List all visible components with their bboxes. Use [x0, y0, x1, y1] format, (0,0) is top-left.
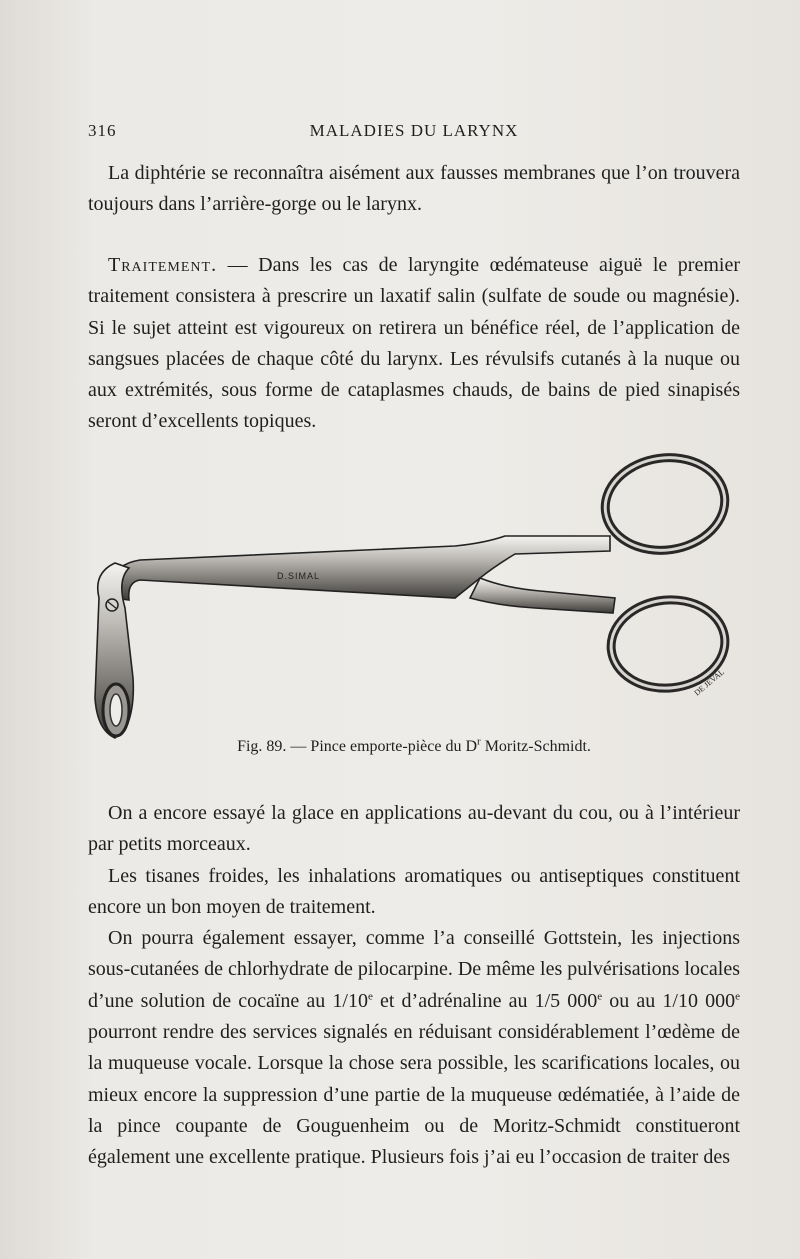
running-header	[88, 121, 740, 145]
paragraph-treatment	[88, 250, 740, 438]
paragraph-diphtheria: La diphtérie se reconnaîtra aisément aux fausses membranes que l’on trouvera toujours dans l’arrière-gorge ou le larynx.	[88, 162, 740, 216]
section-heading: Traitement.	[108, 254, 218, 276]
upper-finger-ring	[599, 450, 731, 558]
treatment-section	[88, 250, 740, 438]
paragraph-ice: On a encore essayé la glace en applications au-devant du cou, ou à l’intérieur par petits morceaux.	[88, 802, 740, 856]
engraved-maker-mark: D.SIMAL	[277, 571, 321, 581]
running-title: MALADIES DU LARYNX	[309, 121, 519, 140]
intro-paragraph-block	[88, 158, 740, 221]
figure-caption: Fig. 89. — Pince emporte-pièce du $D^r$ Moritz-Schmidt.	[237, 735, 591, 755]
paragraph-injections: On pourra également essayer, comme l’a conseillé Gottstein, les injections sous-cutanées de chlorhydrate de pilocarpine. De même les pulvérisations locales d’une solution de cocaïne au 1/10e et d’adrénaline au 1/5 000e ou au 1/10 000e pourront rendre des services signalés en réduisant considérablement l’œdème de la muqueuse vocale. Lorsque la chose sera possible, les scarifications locales, ou mieux encore la suppression d’une partie de la muqueuse œdématiée, à l’aide de la pince coupante de Gouguenheim ou de Moritz-Schmidt constitueront également une excellente pratique. Plusieurs fois j’ai eu l’occasion de traiter des	[88, 927, 740, 1169]
page-number: 316	[88, 121, 117, 140]
paragraph-tisanes: Les tisanes froides, les inhalations aromatiques ou antiseptiques constituent encore un bon moyen de traitement.	[88, 864, 740, 918]
forceps-lower-arm	[470, 578, 615, 613]
forceps-illustration	[85, 448, 745, 748]
engraver-signature: DE JEVAL	[692, 667, 726, 698]
bottom-paragraph-block	[88, 798, 740, 1174]
treatment-body: — Dans les cas de laryngite œdémateuse aiguë le premier traitement consistera à prescrire un laxatif salin (sulfate de soude ou magnésie). Si le sujet atteint est vigoureux on retirera un bénéfice réel, de l’application de sangsues placées de chaque côté du larynx. Les révulsifs cutanés à la nuque ou aux extrémités, sous forme de cataplasmes chauds, de bains de pied sinapisés seront d’excellents topiques.	[88, 254, 740, 433]
